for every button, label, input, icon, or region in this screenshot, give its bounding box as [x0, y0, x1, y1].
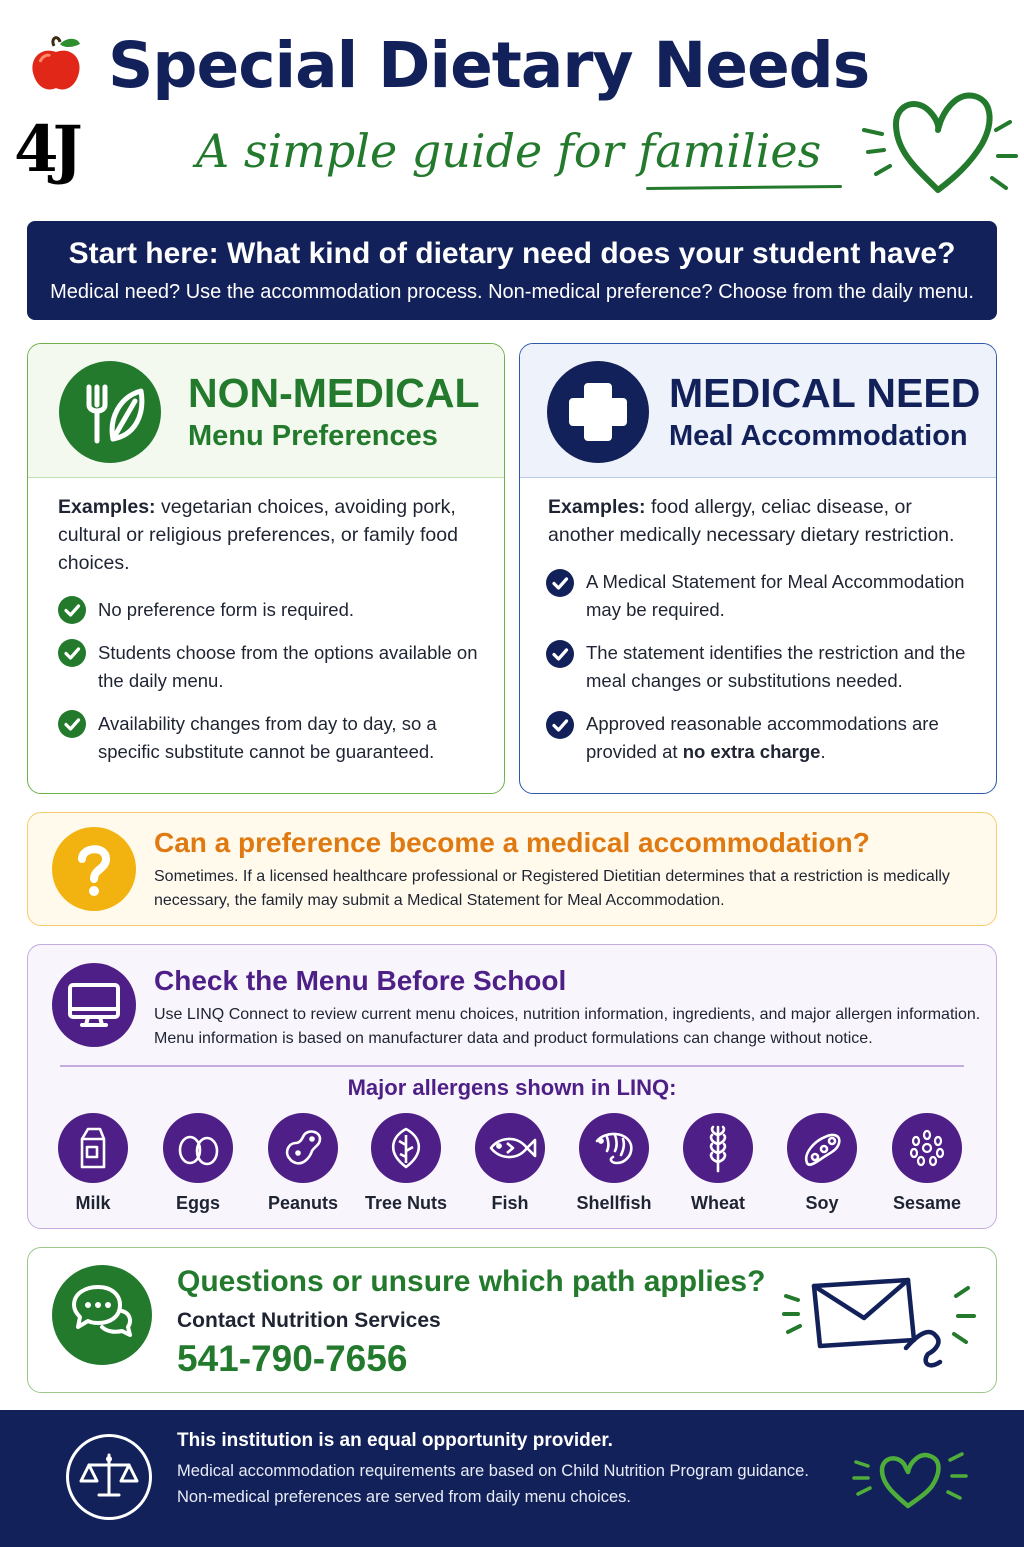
- preference-question-box: [27, 812, 997, 926]
- check-circle-icon: [58, 639, 86, 667]
- chat-bubbles-icon: [52, 1265, 152, 1365]
- eggs-icon: [163, 1113, 233, 1183]
- subtitle-underline: [646, 185, 842, 190]
- non-medical-card-header: [28, 344, 504, 478]
- check-circle-icon: [546, 711, 574, 739]
- sesame-icon: [892, 1113, 962, 1183]
- non-medical-item: No preference form is required.: [98, 599, 355, 620]
- peanut-icon: [268, 1113, 338, 1183]
- examples-label: Examples:: [58, 496, 156, 518]
- examples-text: food allergy, celiac disease, or another medically necessary dietary restriction.: [548, 496, 955, 546]
- justice-scales-icon: [66, 1434, 152, 1520]
- allergen-label: Shellfish: [576, 1193, 652, 1213]
- non-medical-subtitle: Menu Preferences: [188, 420, 438, 452]
- equal-opportunity-statement: This institution is an equal opportunity provider.: [177, 1430, 613, 1451]
- soybean-icon: [787, 1113, 857, 1183]
- medical-card: [519, 343, 997, 794]
- allergen-heading: Major allergens shown in LINQ:: [347, 1075, 677, 1100]
- medical-cross-icon: [547, 361, 649, 463]
- footer-line: Non-medical preferences are served from daily menu choices.: [177, 1488, 631, 1506]
- question-title: Can a preference become a medical accommodation?: [154, 827, 870, 858]
- check-circle-icon: [546, 569, 574, 597]
- contact-phone[interactable]: 541-790-7656: [177, 1338, 408, 1379]
- banner-subtext: Medical need? Use the accommodation process. Non-medical preference? Choose from the daily menu.: [50, 281, 974, 303]
- milk-carton-icon: [58, 1113, 128, 1183]
- non-medical-card: [27, 343, 505, 794]
- menu-divider: [60, 1065, 964, 1067]
- allergen-wheat: [668, 1113, 768, 1214]
- allergen-label: Soy: [805, 1193, 839, 1213]
- banner-question: Start here: What kind of dietary need does your student have?: [68, 237, 956, 270]
- medical-examples: [548, 493, 978, 549]
- allergen-fish: [460, 1113, 560, 1214]
- contact-box: [27, 1247, 997, 1393]
- non-medical-examples: [58, 493, 478, 577]
- medical-card-header: [520, 344, 996, 478]
- heart-icon: [850, 1442, 970, 1514]
- non-medical-item: Availability changes from day to day, so a specific substitute cannot be guaranteed.: [98, 713, 437, 762]
- district-logo: [10, 36, 100, 196]
- allergen-eggs: [148, 1113, 248, 1214]
- no-extra-charge-text: no extra charge: [682, 741, 821, 762]
- allergen-shellfish: [564, 1113, 664, 1214]
- examples-label: Examples:: [548, 496, 646, 518]
- contact-title: Questions or unsure which path applies?: [177, 1265, 766, 1298]
- check-circle-icon: [546, 640, 574, 668]
- allergen-label: Sesame: [892, 1193, 962, 1213]
- contact-label: Contact Nutrition Services: [177, 1309, 441, 1332]
- allergen-sesame: [877, 1113, 977, 1214]
- wheat-icon: [683, 1113, 753, 1183]
- start-banner: [27, 221, 997, 320]
- fish-icon: [475, 1113, 545, 1183]
- check-circle-icon: [58, 596, 86, 624]
- footer: [0, 1410, 1024, 1547]
- medical-item-end: .: [820, 741, 826, 762]
- shrimp-icon: [579, 1113, 649, 1183]
- question-mark-icon: [52, 827, 136, 911]
- medical-title: MEDICAL NEED: [669, 370, 981, 416]
- allergen-label: Milk: [75, 1193, 111, 1213]
- allergen-label: Eggs: [175, 1193, 220, 1213]
- menu-text: Use LINQ Connect to review current menu choices, nutrition information, ingredients, and major allergen information. Menu information is based on manufacturer data and product formulations can change without notice.: [154, 1006, 981, 1047]
- medical-item: A Medical Statement for Meal Accommodation may be required.: [586, 571, 965, 620]
- tree-nut-icon: [371, 1113, 441, 1183]
- allergen-label: Fish: [491, 1193, 529, 1213]
- menu-title: Check the Menu Before School: [154, 965, 567, 996]
- medical-item-text: Approved reasonable accommodations are provided at: [586, 713, 939, 762]
- allergen-label: Peanuts: [267, 1193, 339, 1213]
- check-circle-icon: [58, 710, 86, 738]
- envelope-phone-icon: [780, 1270, 980, 1380]
- computer-monitor-icon: [52, 963, 136, 1047]
- allergen-soy: [772, 1113, 872, 1214]
- check-menu-box: [27, 944, 997, 1229]
- footer-line: Medical accommodation requirements are based on Child Nutrition Program guidance.: [177, 1462, 809, 1480]
- logo-text: 4J: [14, 112, 77, 187]
- allergen-label: Tree Nuts: [364, 1193, 448, 1213]
- fork-leaf-icon: [59, 361, 161, 463]
- page-subtitle: A simple guide for families: [196, 124, 822, 178]
- medical-subtitle: Meal Accommodation: [669, 420, 968, 452]
- question-text: Sometimes. If a licensed healthcare professional or Registered Dietitian determines that a restriction is medically necessary, the family may submit a Medical Statement for Meal Accommodation.: [154, 868, 950, 909]
- medical-item: [586, 710, 986, 766]
- allergen-tree-nuts: [356, 1113, 456, 1214]
- allergen-peanuts: [253, 1113, 353, 1214]
- medical-item: The statement identifies the restriction and the meal changes or substitutions needed.: [586, 642, 966, 691]
- apple-icon: [10, 36, 100, 96]
- non-medical-item: Students choose from the options available on the daily menu.: [98, 642, 478, 691]
- page-title: Special Dietary Needs: [108, 29, 870, 102]
- examples-text: vegetarian choices, avoiding pork, cultural or religious preferences, or family food choices.: [58, 496, 458, 574]
- non-medical-title: NON-MEDICAL: [188, 370, 480, 416]
- allergen-milk: [43, 1113, 143, 1214]
- allergen-label: Wheat: [691, 1193, 745, 1213]
- heart-icon: [860, 82, 1020, 202]
